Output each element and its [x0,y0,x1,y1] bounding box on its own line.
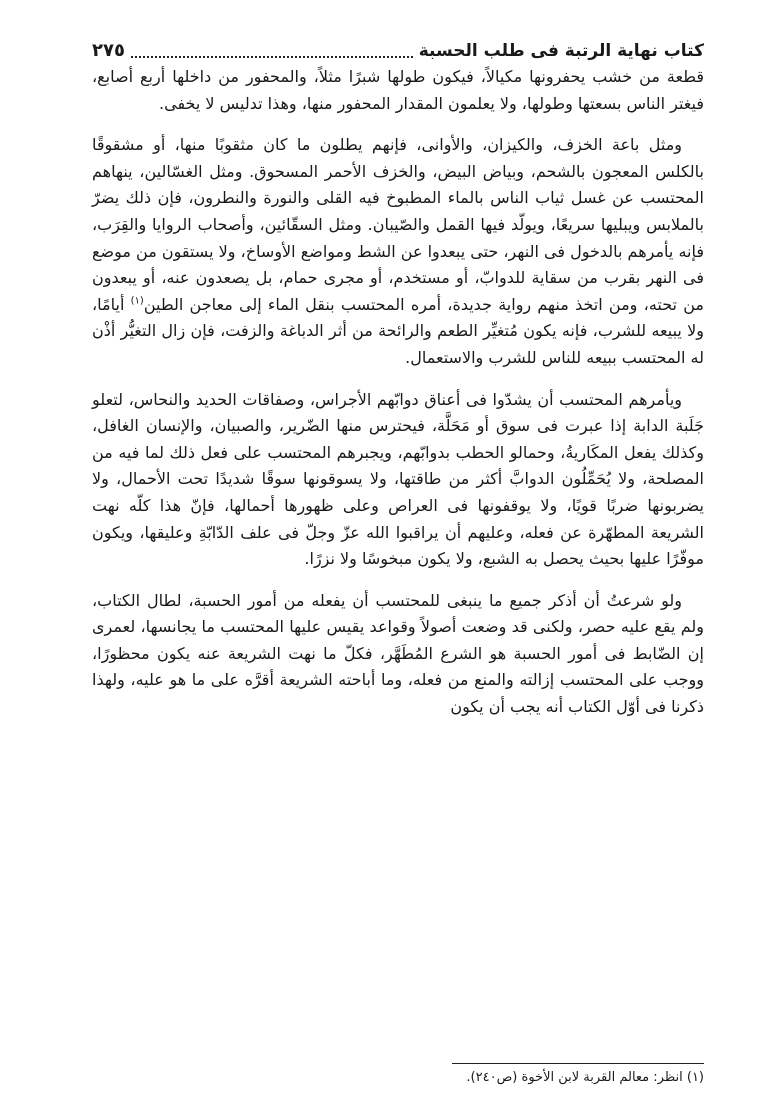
footnote-separator [452,1063,704,1064]
paragraph-gap [92,573,704,588]
page-number: ٢٧٥ [92,40,125,61]
paragraph-gap [92,372,704,387]
running-title: كتاب نهاية الرتبة فى طلب الحسبة [418,41,704,61]
footnote: (١) انظر: معالم القربة لابن الأخوة (ص٢٤٠). [466,1070,704,1085]
paragraph-4: ولو شرعتُ أن أذكر جميع ما ينبغى للمحتسب أن يفعله من أمور الحسبة، لطال الكتاب، ولم يقع عليه حصر، ولكنى قد وضعت أصولاً وقواعد يقيس عليها المحتسب ما يجانسها، لعمرى إن الضّابط فى أمور الحسبة هو الشرع المُطَهَّر، فكلّ ما نهت الشريعة عنه يكون محظورًا، ووجب على المحتسب إزالته والمنع من فعله، وما أباحته الشريعة أقرَّه على ما هو عليه، ولهذا ذكرنا فى أوّل الكتاب أنه يجب أن يكون [92,590,704,717]
paragraph-2-part-a: ومثل باعة الخزف، والكيزان، والأوانى، فإنهم يطلون ما كان مثقوبًا منها، أو مشقوقًا بالكلس المعجون بالشحم، وبياض البيض، والخزف الأحمر المسحوق. ومثل الغسّالين، ينهاهم المحتسب عن غسل ثياب الناس بالماء المطبوخ فيه القلى والنورة والنطرون، فإن ذلك يضرّ بالملابس ويبليها سريعًا، ويولّد فيها القمل والصّيبان. ومثل السقّائين، وأصحاب الروايا والقِرَب، فإنه يأمرهم بالدخول فى النهر، حتى يبعدوا عن الشط ومواضع الأوساخ، ولا يستقون من موضع فى النهر بقرب من سقاية للدوابّ، أو مستخدم، أو مجرى حمام، بل يصعدون عنه، أو يبعدون من تحته، ومن اتخذ منهم رواية جديدة، أمره المحتسب بنقل الماء إلى معاجن الطين [92,135,705,314]
page-header [92,34,704,62]
paragraph-1: قطعة من خشب يحفرونها مكيالاً، فيكون طولها شبرًا مثلاً، والمحفور من داخلها أربع أصابع، فيغتر الناس بسعتها وطولها، ولا يعلمون المقدار المحفور منها، وهذا تدليس لا يخفى. [92,67,704,113]
paragraph-3: ويأمرهم المحتسب أن يشدّوا فى أعناق دوابّهم الأجراس، وصفاقات الحديد والنحاس، لتعلو جَلَبة الدابة إذا عبرت فى سوق أو مَحَلَّة، فيحترس منها الضّرير، والصبيان، والإنسان الغافل، وكذلك يفعل المكَاريةُ، وحمالو الحطب بدوابّهم، ويجبرهم المحتسب على فعل ذلك لما فيه من المصلحة، ولا يُحَمِّلُون الدوابَّ أكثر من طاقتها، ولا يسوقونها سوقًا شديدًا تحت الأحمال، ولا يضربونها ضربًا قويًا، ولا يوقفونها فى العراص وعلى ظهورها أحمالها، فإنّ هذا كلّه نهت الشريعة المطهّرة عن فعله، وعليهم أن يراقبوا الله عزّ وجلّ فى علف الدّابّةِ وعليقها، ويكون موفّرًا عليها بحيث يحصل به الشبع، ولا يكون مبخوسًا ولا نزرًا. [92,389,704,569]
dotted-leader [131,56,413,58]
paragraph-2 [92,132,704,371]
paragraph-gap [92,117,704,132]
footnote-reference: (١) [130,295,144,307]
paragraph-2-part-b: أيامًا، ولا يبيعه للشرب، فإنه يكون مُتغيِّر الطعم والرائحة من أثر الدباغة والزفت، فإن زال التغيُّر أذْن له المحتسب ببيعه للناس للشرب والاستعمال. [92,294,704,367]
body-text [92,64,704,721]
